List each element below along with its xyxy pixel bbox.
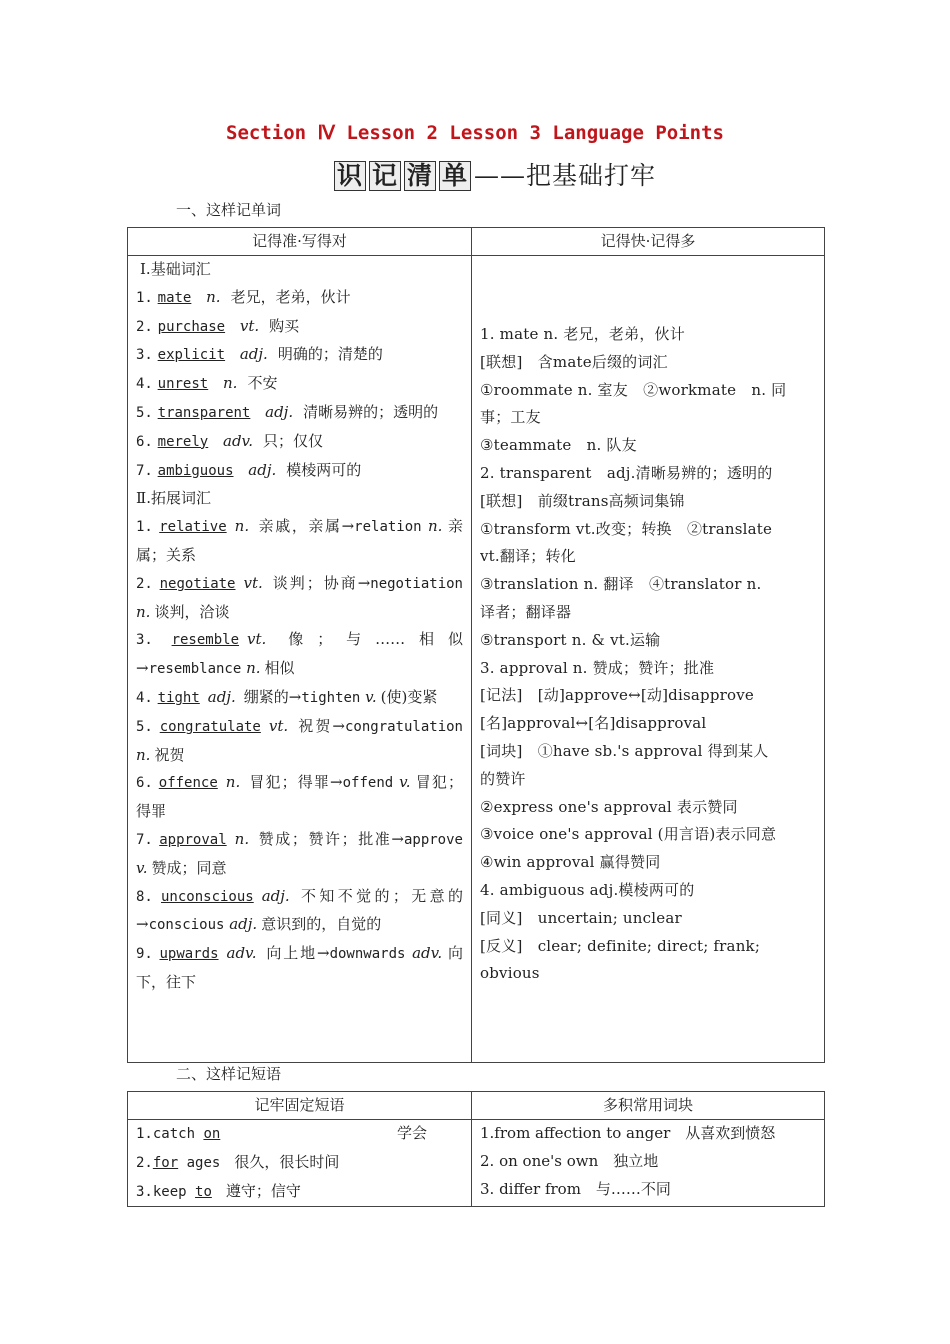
phrases-section-heading: 二、这样记短语 xyxy=(176,1065,282,1083)
note-line: [同义] uncertain; unclear xyxy=(480,908,682,927)
derived-part-of-speech: v. xyxy=(365,687,377,706)
phrase-blank: for xyxy=(152,1154,179,1171)
phrases-left-cell xyxy=(128,1120,472,1207)
part-of-speech: n. xyxy=(234,829,250,848)
item-number: 9. xyxy=(136,946,153,963)
basic-vocab-list xyxy=(136,284,463,486)
vocab-item: 3. resemble vt. 像；与……相似→resemblance n. 相似 xyxy=(136,630,463,678)
phrase-item xyxy=(136,1149,463,1178)
note-line: 事；工友 xyxy=(480,408,541,427)
note-line: ②express one's approval 表示赞同 xyxy=(480,797,738,816)
vocab-meaning: 不知不觉的；无意的 xyxy=(297,886,463,905)
phrase-text: catch xyxy=(152,1126,204,1142)
vocab-word: resemble xyxy=(171,632,240,649)
note-line: ⑤transport n. & vt.运输 xyxy=(480,630,661,649)
item-number: 5. xyxy=(136,404,153,421)
vocab-item: 7. approval n. 赞成；赞许；批准→approve v. 赞成；同意 xyxy=(136,829,463,877)
part-of-speech: vt. xyxy=(268,716,289,735)
phrases-left-header: 记牢固定短语 xyxy=(128,1092,472,1120)
phrase-item xyxy=(136,1120,463,1149)
vocab-meaning: 谈判；协商 xyxy=(270,573,358,592)
vocab-word: offence xyxy=(158,775,218,792)
part-of-speech: adv. xyxy=(223,431,254,450)
vocab-meaning: 只；仅仅 xyxy=(263,431,324,450)
vocab-meaning: 绷紧的 xyxy=(243,687,289,706)
item-number: 3. xyxy=(136,1183,153,1200)
note-line: [联想] 前缀trans高频词集锦 xyxy=(480,491,685,510)
vocab-word: tight xyxy=(157,689,200,706)
note-line: obvious xyxy=(480,964,540,983)
part-of-speech: adj. xyxy=(207,687,236,706)
item-number: 6. xyxy=(136,775,153,792)
derived-meaning: 亲属；关系 xyxy=(136,517,463,564)
phrase-blank: to xyxy=(195,1183,212,1200)
phrase-meaning: 遵守；信守 xyxy=(225,1181,301,1200)
vocab-item: 2. negotiate vt. 谈判；协商→negotiation n. 谈判，洽谈 xyxy=(136,573,463,621)
words-table xyxy=(127,227,825,1063)
item-number: 5. xyxy=(136,718,153,735)
item-number: 2. xyxy=(136,575,153,592)
vocab-meaning: 不安 xyxy=(247,374,278,393)
subtitle-boxed-char: 清 xyxy=(404,161,436,191)
vocab-word: upwards xyxy=(159,946,219,963)
derived-meaning: 向下，往下 xyxy=(136,944,463,991)
item-number: 6. xyxy=(136,433,153,450)
vocab-meaning: 模棱两可的 xyxy=(286,460,362,479)
basic-vocab-heading: Ⅰ.基础词汇 xyxy=(140,260,211,278)
item-number: 3. xyxy=(136,632,153,649)
part-of-speech: n. xyxy=(225,773,241,792)
vocab-meaning: 冒犯；得罪 xyxy=(248,773,331,792)
note-line: 2. transparent adj.清晰易辨的；透明的 xyxy=(480,463,773,482)
derived-part-of-speech: n. xyxy=(136,602,151,621)
note-line: 3. approval n. 赞成；赞许；批准 xyxy=(480,658,715,677)
vocab-meaning: 清晰易辨的；透明的 xyxy=(303,402,439,421)
phrase-item xyxy=(136,1178,463,1207)
part-of-speech: vt. xyxy=(243,573,263,592)
vocab-meaning: 像；与……相似 xyxy=(274,630,463,649)
phrase-chunk: 3. differ from 与……不同 xyxy=(480,1179,671,1198)
vocab-word: approval xyxy=(159,831,227,848)
vocab-item xyxy=(136,313,463,342)
note-line: 的赞许 xyxy=(480,769,526,788)
part-of-speech: vt. xyxy=(247,630,267,649)
derived-part-of-speech: n. xyxy=(246,659,261,678)
item-number: 1. xyxy=(136,519,153,536)
part-of-speech: adv. xyxy=(226,944,257,963)
vocab-word: unrest xyxy=(157,376,209,393)
vocab-meaning: 祝贺 xyxy=(296,716,333,735)
derived-word: negotiation xyxy=(370,575,463,592)
words-left-header: 记得准·写得对 xyxy=(128,228,472,256)
note-line: [联想] 含mate后缀的词汇 xyxy=(480,352,668,371)
derived-meaning: 冒犯；得罪 xyxy=(136,773,463,821)
part-of-speech: n. xyxy=(223,374,238,393)
extended-vocab-heading: Ⅱ.拓展词汇 xyxy=(136,489,211,508)
derived-part-of-speech: v. xyxy=(399,773,411,792)
vocab-item xyxy=(136,341,463,370)
derived-word: downwards xyxy=(329,946,406,963)
vocab-word: relative xyxy=(159,519,227,536)
part-of-speech: adj. xyxy=(265,402,294,421)
note-line: 4. ambiguous adj.模棱两可的 xyxy=(480,880,695,899)
vocab-word: mate xyxy=(157,289,192,306)
note-line: [词块] ①have sb.'s approval 得到某人 xyxy=(480,741,769,760)
note-line: ①roommate n. 室友 ②workmate n. 同 xyxy=(480,380,787,399)
extended-vocab-list xyxy=(136,513,463,997)
vocab-item xyxy=(136,284,463,313)
item-number: 2. xyxy=(136,1154,153,1171)
item-number: 1. xyxy=(136,1126,153,1142)
item-number: 4. xyxy=(136,689,153,706)
phrases-table xyxy=(127,1091,825,1207)
phrase-meaning: 学会 xyxy=(396,1124,427,1142)
vocab-word: merely xyxy=(157,433,209,450)
subtitle-boxed-char: 识 xyxy=(334,161,366,191)
derived-meaning: 相似 xyxy=(264,659,295,678)
note-line: ③voice one's approval (用言语)表示同意 xyxy=(480,825,777,844)
vocab-word: transparent xyxy=(157,404,251,421)
derived-part-of-speech: n. xyxy=(427,517,443,536)
vocab-word: unconscious xyxy=(161,888,254,905)
note-line: 译者；翻译器 xyxy=(480,602,572,621)
part-of-speech: n. xyxy=(234,517,250,536)
vocab-word: ambiguous xyxy=(157,462,234,479)
vocab-word: congratulate xyxy=(159,718,261,735)
words-right-cell xyxy=(472,256,825,1063)
derived-word: tighten xyxy=(301,689,361,706)
note-line: [反义] clear; definite; direct; frank; xyxy=(480,936,761,955)
subtitle-text: ——把基础打牢 xyxy=(474,161,657,190)
derived-word: resemblance xyxy=(148,661,242,678)
item-number: 3. xyxy=(136,347,153,364)
note-line: 1. mate n. 老兄，老弟，伙计 xyxy=(480,325,685,343)
phrase-chunk: 1.from affection to anger 从喜欢到愤怒 xyxy=(480,1124,776,1142)
vocab-item xyxy=(136,370,463,399)
note-line: ③translation n. 翻译 ④translator n. xyxy=(480,575,762,594)
derived-word: relation xyxy=(354,519,422,536)
derived-part-of-speech: adv. xyxy=(412,944,443,963)
phrase-chunk: 2. on one's own 独立地 xyxy=(480,1151,659,1170)
note-line: ③teammate n. 队友 xyxy=(480,436,637,455)
vocab-meaning: 亲戚，亲属 xyxy=(257,517,342,536)
vocab-item: 6. offence n. 冒犯；得罪→offend v. 冒犯；得罪 xyxy=(136,773,463,821)
note-line: ①transform vt.改变；转换 ②translate xyxy=(480,519,773,538)
phrase-text: ages xyxy=(178,1154,221,1171)
derived-meaning: (使)变紧 xyxy=(380,687,438,706)
vocab-item: 4. tight adj. 绷紧的→tighten v. (使)变紧 xyxy=(136,687,438,706)
vocab-item xyxy=(136,457,463,486)
derived-word: conscious xyxy=(148,917,225,934)
words-right-header: 记得快·记得多 xyxy=(472,228,825,256)
vocab-item xyxy=(136,399,463,428)
vocab-meaning: 向上地 xyxy=(264,944,317,963)
vocab-meaning: 赞成；赞许；批准 xyxy=(257,829,392,848)
page-title: Section Ⅳ Lesson 2 Lesson 3 Language Points xyxy=(226,122,724,144)
note-line: [记法] [动]approve↔[动]disapprove xyxy=(480,686,754,705)
item-number: 7. xyxy=(136,462,153,479)
subtitle-boxed-char: 记 xyxy=(369,161,401,191)
item-number: 7. xyxy=(136,831,153,848)
derived-part-of-speech: n. xyxy=(136,745,151,764)
item-number: 1. xyxy=(136,289,153,306)
derived-word: offend xyxy=(342,775,394,792)
vocab-item: 8. unconscious adj. 不知不觉的；无意的→conscious adj. 意识到的，自觉的 xyxy=(136,886,463,934)
item-number: 8. xyxy=(136,888,153,905)
part-of-speech: n. xyxy=(206,287,221,306)
vocab-meaning: 明确的；清楚的 xyxy=(277,345,383,364)
phrases-right-header: 多积常用词块 xyxy=(472,1092,825,1120)
phrase-blank: on xyxy=(203,1126,221,1142)
derived-word: congratulation xyxy=(344,718,463,735)
part-of-speech: adj. xyxy=(248,460,277,479)
derived-meaning: 赞成；同意 xyxy=(151,858,227,877)
vocab-word: purchase xyxy=(157,318,226,335)
derived-word: approve xyxy=(403,831,463,848)
derived-meaning: 意识到的，自觉的 xyxy=(261,915,382,934)
subtitle-boxed-char: 单 xyxy=(439,161,471,191)
part-of-speech: adj. xyxy=(261,886,290,905)
vocab-meaning: 购买 xyxy=(269,316,300,335)
derived-part-of-speech: v. xyxy=(136,858,148,877)
derived-part-of-speech: adj. xyxy=(229,915,258,934)
vocab-item xyxy=(136,428,463,457)
note-line: vt.翻译；转化 xyxy=(480,547,576,566)
derived-meaning: 谈判，洽谈 xyxy=(154,602,230,621)
phrases-right-cell xyxy=(472,1120,825,1207)
vocab-meaning: 老兄，老弟，伙计 xyxy=(230,287,351,306)
phrase-text: keep xyxy=(152,1183,196,1200)
vocab-item: 1. relative n. 亲戚，亲属→relation n. 亲属；关系 xyxy=(136,517,463,564)
part-of-speech: adj. xyxy=(239,345,268,364)
words-section-heading: 一、这样记单词 xyxy=(176,201,282,219)
item-number: 2. xyxy=(136,318,153,335)
derived-meaning: 祝贺 xyxy=(154,745,185,764)
item-number: 4. xyxy=(136,376,153,393)
vocab-word: negotiate xyxy=(159,575,236,592)
words-left-cell xyxy=(128,256,472,1063)
vocab-item: 9. upwards adv. 向上地→downwards adv. 向下，往下 xyxy=(136,944,463,991)
phrase-meaning: 很久，很长时间 xyxy=(234,1152,340,1171)
page-subtitle xyxy=(0,156,950,192)
note-line: ④win approval 赢得赞同 xyxy=(480,853,661,872)
note-line: [名]approval↔[名]disapproval xyxy=(480,714,707,733)
vocab-word: explicit xyxy=(157,347,226,364)
vocab-item: 5. congratulate vt. 祝贺→congratulation n. 祝贺 xyxy=(136,716,463,764)
part-of-speech: vt. xyxy=(239,316,260,335)
